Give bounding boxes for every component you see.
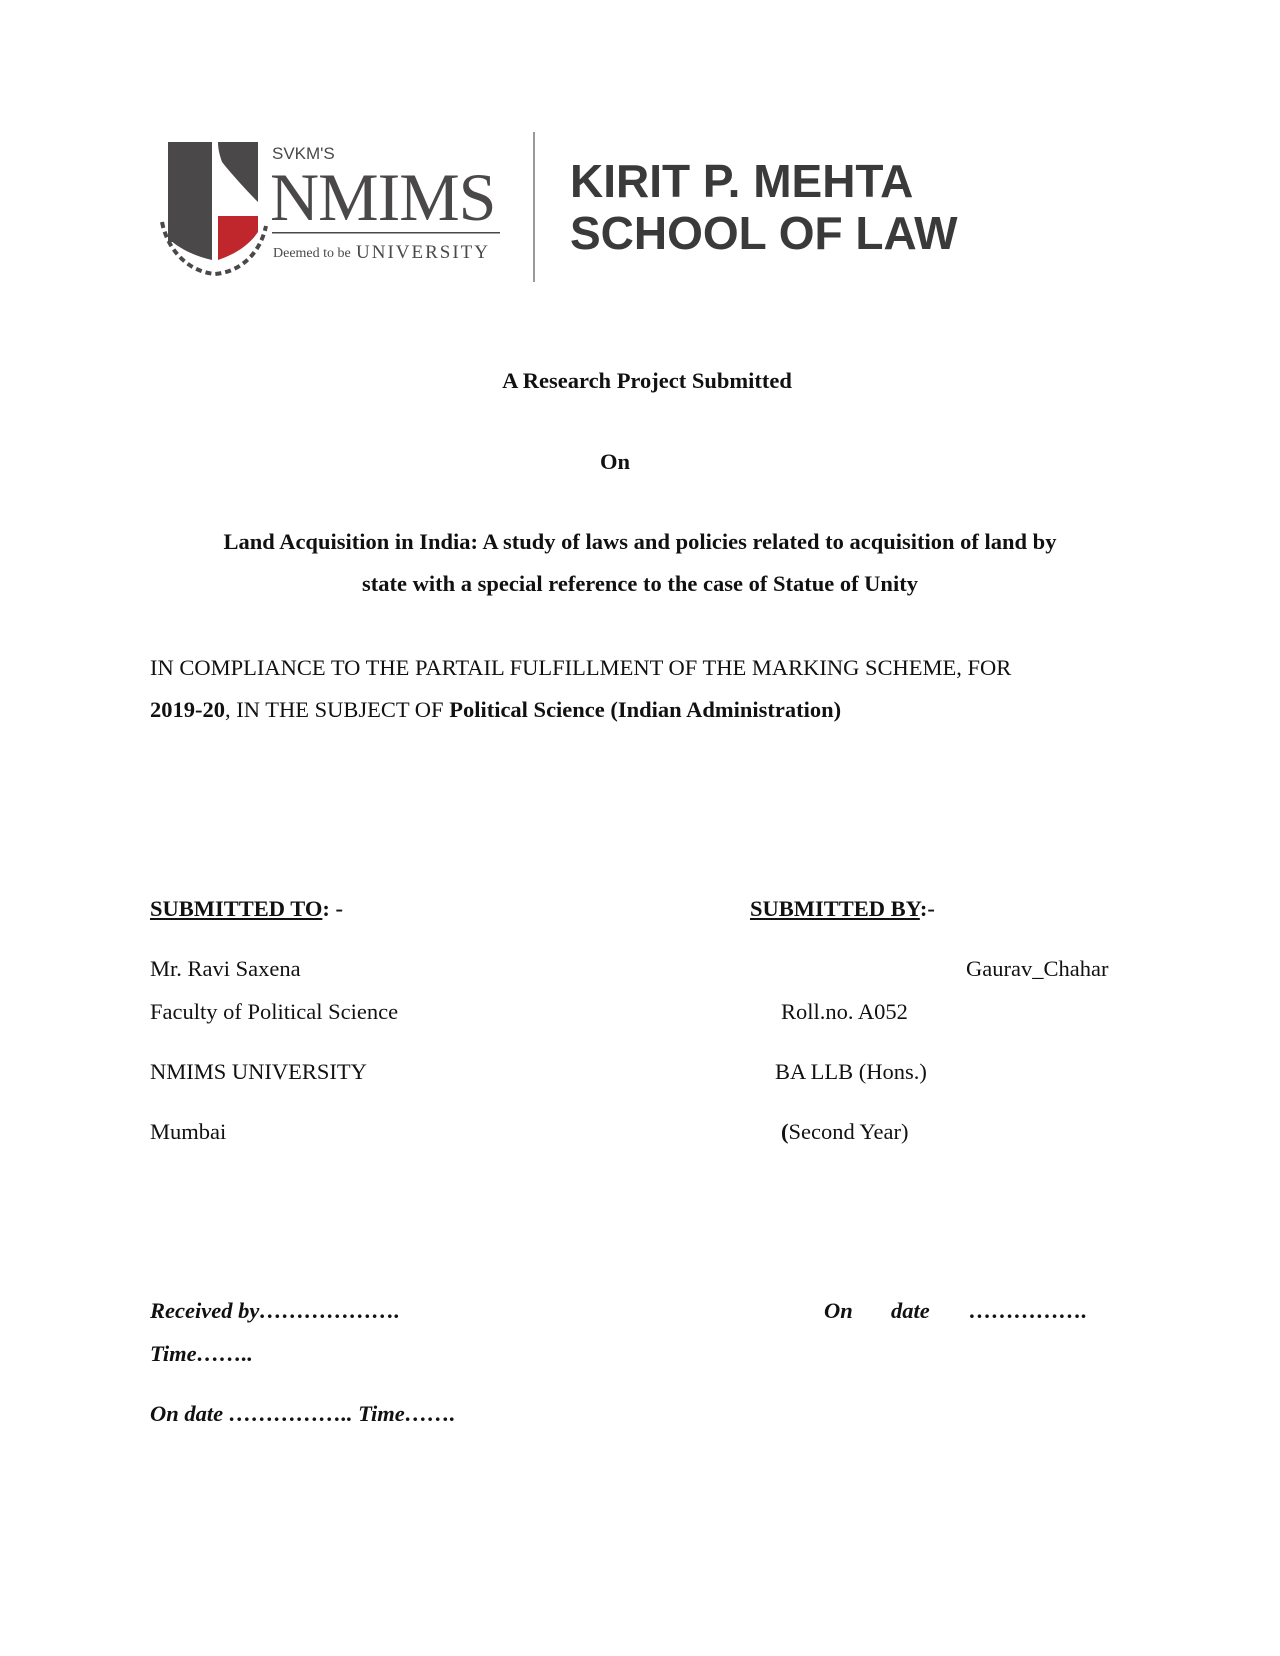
compliance-mid-text: , IN THE SUBJECT OF xyxy=(225,697,450,722)
topic-line-1: Land Acquisition in India: A study of laws and policies related to acquisition of land by xyxy=(223,529,1057,554)
title-line: A Research Project Submitted xyxy=(502,368,792,393)
faculty-department: Faculty of Political Science xyxy=(150,999,399,1024)
receipt-time: Time…….. xyxy=(150,1341,253,1366)
school-name-line1: KIRIT P. MEHTA xyxy=(570,155,914,207)
student-course: BA LLB (Hons.) xyxy=(775,1059,927,1084)
receipt-on: On xyxy=(824,1298,853,1323)
compliance-line-1: IN COMPLIANCE TO THE PARTAIL FULFILLMENT OF THE MARKING SCHEME, FOR xyxy=(150,655,1012,680)
university-label: UNIVERSITY xyxy=(356,242,490,263)
subject-name: Political Science (Indian Administration) xyxy=(449,697,842,722)
faculty-name: Mr. Ravi Saxena xyxy=(150,956,301,981)
title-on: On xyxy=(600,449,631,474)
student-name: Gaurav_Chahar xyxy=(966,956,1109,981)
institution-logo xyxy=(160,132,980,297)
svkm-label: SVKM'S xyxy=(272,144,335,163)
topic-line-2: state with a special reference to the case of Statue of Unity xyxy=(362,571,918,596)
student-year: (Second Year) xyxy=(781,1119,909,1144)
nmims-wordmark: NMIMS xyxy=(270,159,496,235)
received-by-line: Received by………………. xyxy=(150,1298,400,1323)
compliance-line-2 xyxy=(150,697,841,723)
submitted-to-heading: SUBMITTED TO: - xyxy=(150,896,343,921)
faculty-city: Mumbai xyxy=(150,1119,227,1144)
receipt-on-date-time: On date …………….. Time……. xyxy=(150,1401,456,1426)
academic-year: 2019-20 xyxy=(150,697,225,722)
receipt-date-label: date xyxy=(891,1298,930,1323)
receipt-date-dots: ……………. xyxy=(969,1298,1088,1323)
submitted-by-heading: SUBMITTED BY:- xyxy=(750,896,935,921)
faculty-institution: NMIMS UNIVERSITY xyxy=(150,1059,367,1084)
student-roll: Roll.no. A052 xyxy=(781,999,908,1024)
school-name-line2: SCHOOL OF LAW xyxy=(570,207,958,259)
deemed-label: Deemed to be xyxy=(273,246,351,261)
